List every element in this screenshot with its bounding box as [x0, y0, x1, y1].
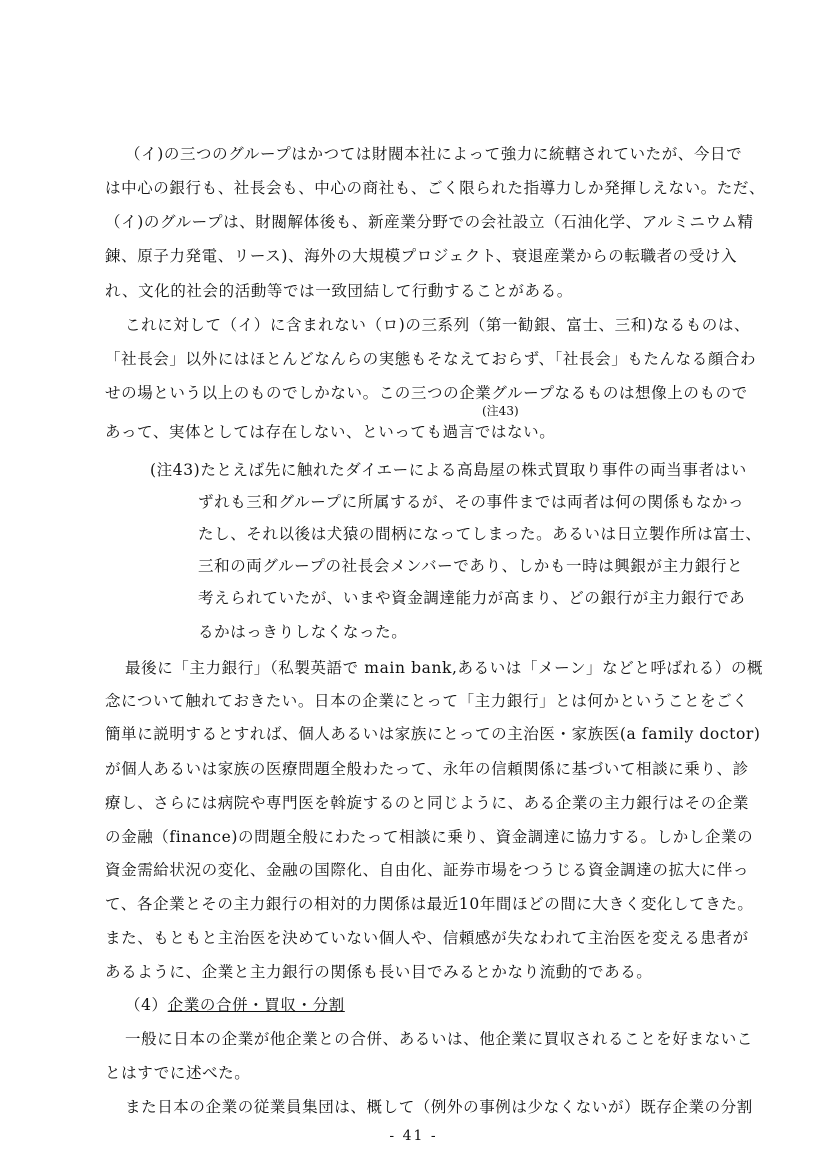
- footnote-43-line-1: (注43)たとえば先に触れたダイエーによる高島屋の株式買取り事件の両当事者はい: [150, 461, 747, 479]
- paragraph-3-line-3: 簡単に説明するとすれば、個人あるいは家族にとっての主治医・家族医(a family doctor): [105, 725, 761, 743]
- footnote-43-line-5: 考えられていたが、いまや資金調達能力が高まり、どの銀行が主力銀行であ: [198, 589, 746, 607]
- paragraph-1-line-1: （イ)の三つのグループはかつては財閥本社によって強力に統轄されていたが、今日で: [125, 145, 743, 163]
- paragraph-2-line-2: 「社長会」以外にはほとんどなんらの実態もそなえておらず、「社長会」もたんなる顔合わ: [105, 350, 757, 368]
- paragraph-2-line-3: せの場という以上のものでしかない。この三つの企業グループなるものは想像上のもので: [105, 384, 748, 402]
- paragraph-5-line-1: また日本の企業の従業員集団は、概して（例外の事例は少なくないが）既存企業の分割: [125, 1098, 753, 1116]
- paragraph-3-line-6: の金融（finance)の問題全般にわたって相談に乗り、資金調達に協力する。しかし企業の: [105, 828, 754, 846]
- footnote-43-line-6: るかはっきりしなくなった。: [198, 623, 408, 641]
- paragraph-4-line-2: とはすでに述べた。: [105, 1064, 251, 1082]
- paragraph-3-line-10: あるように、企業と主力銀行の関係も長い目でみるとかなり流動的である。: [105, 963, 653, 981]
- paragraph-3-line-1: 最後に「主力銀行」（私製英語で main bank,あるいは「メーン」などと呼ばれる）の概: [125, 659, 764, 677]
- page-number: - 41 -: [389, 1128, 438, 1144]
- paragraph-1-line-2: は中心の銀行も、社長会も、中心の商社も、ごく限られた指導力しか発揮しえない。ただ、: [105, 179, 766, 197]
- paragraph-3-line-5: 療し、さらには病院や専門医を斡旋するのと同じように、ある企業の主力銀行はその企業: [105, 794, 750, 812]
- paragraph-2-line-4: あって、実体としては存在しない、といっても過言ではない。: [105, 423, 556, 441]
- paragraph-3-line-8: て、各企業とその主力銀行の相対的力関係は最近10年間ほどの間に大きく変化してきた。: [105, 895, 754, 913]
- paragraph-3-line-7: 資金需給状況の変化、金融の国際化、自由化、証券市場をつうじる資金調達の拡大に伴っ: [105, 861, 750, 879]
- paragraph-4-line-1: 一般に日本の企業が他企業との合併、あるいは、他企業に買収されることを好まないこ: [125, 1030, 753, 1048]
- footnote-43-line-3: たし、それ以後は犬猿の間柄になってしまった。あるいは日立製作所は富士、: [198, 525, 762, 543]
- paragraph-3-line-4: が個人あるいは家族の医療問題全般わたって、永年の信頼関係に基づいて相談に乗り、診: [105, 760, 749, 778]
- section-heading: [125, 993, 345, 1015]
- paragraph-3-line-2: 念について触れておきたい。日本の企業にとって「主力銀行」とは何かということをごく: [105, 692, 749, 710]
- section-title: 企業の合併・買収・分割: [167, 996, 345, 1014]
- paragraph-2-line-1: これに対して（イ）に含まれない（ロ)の三系列（第一勧銀、富士、三和)なるものは、: [125, 316, 751, 334]
- footnote-reference-43: (注43): [482, 404, 519, 418]
- paragraph-1-line-3: （イ)のグループは、財閥解体後も、新産業分野での会社設立（石油化学、アルミニウム精: [105, 213, 754, 231]
- footnote-43-line-4: 三和の両グループの社長会メンバーであり、しかも一時は興銀が主力銀行と: [198, 557, 744, 575]
- paragraph-1-line-4: 錬、原子力発電、リース)、海外の大規模プロジェクト、衰退産業からの転職者の受け入: [105, 247, 738, 265]
- paragraph-3-line-9: また、もともと主治医を決めていない個人や、信頼感が失なわれて主治医を変える患者が: [105, 929, 749, 947]
- footnote-43-line-2: ずれも三和グループに所属するが、その事件までは両者は何の関係もなかっ: [198, 493, 745, 511]
- paragraph-1-line-5: れ、文化的社会的活動等では一致団結して行動することがある。: [105, 282, 573, 300]
- section-number: （4）: [125, 996, 168, 1014]
